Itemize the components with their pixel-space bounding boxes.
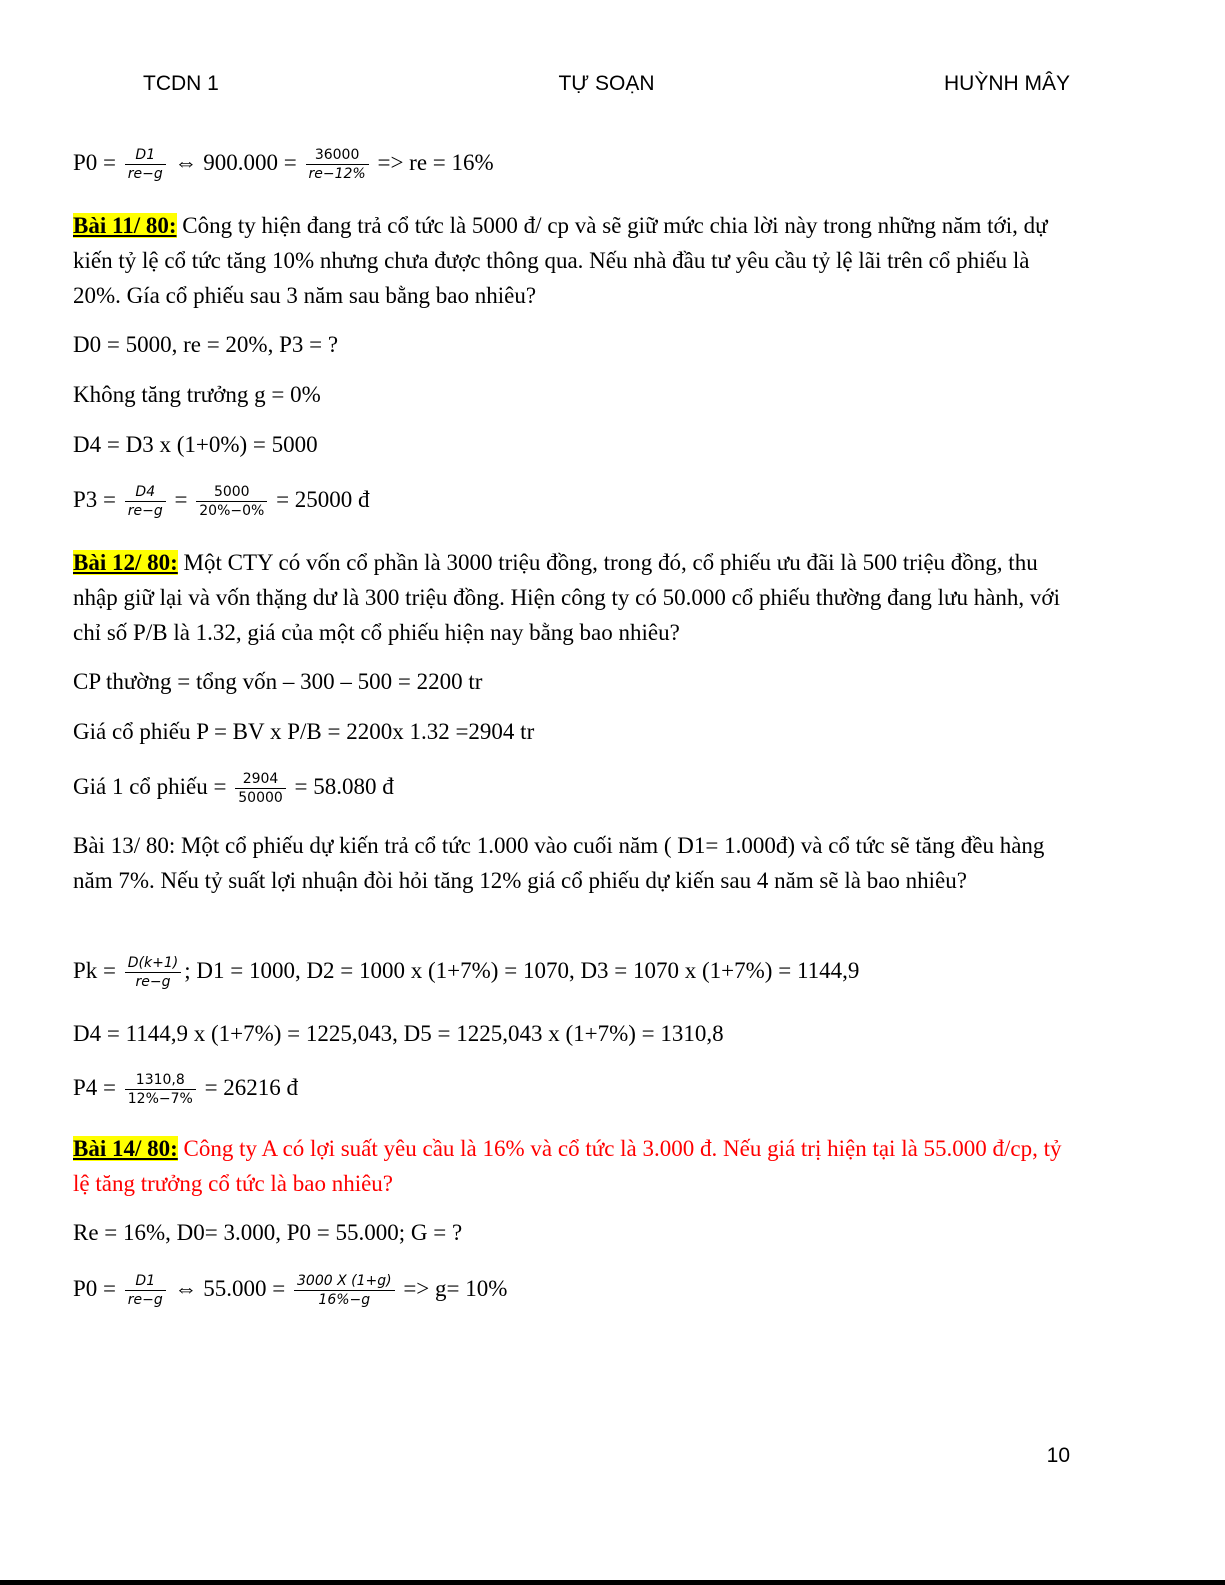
bai13-equation1: Pk = $\frac{D(k+1)}{re-g}$ ; D1 = 1000, D2 = 1000 x (1+7%) = 1070, D3 = 1070 x (1+7%) = 1144,9 [73, 955, 860, 991]
fraction: $\frac{D1}{re-g}$ [125, 1272, 166, 1309]
fraction: $\frac{5000}{20\%-0\%}$ [196, 483, 267, 520]
bai12-question: Bài 12/ 80: Một CTY có vốn cổ phần là 3000 triệu đồng, trong đó, cổ phiếu ưu đãi là 500 triệu đồng, thu nhập giữ lại và vốn thặng dư là 300 triệu đồng. Hiện công ty có 50.000 cổ phiếu thường đang lưu hành, với chỉ số P/B là 1.32, giá của một cổ phiếu hiện nay bằng bao nhiêu? [73, 550, 1060, 645]
bottom-border [0, 1580, 1225, 1585]
bai11-label: Bài 11/ 80: [73, 213, 177, 238]
bai14-label: Bài 14/ 80: [73, 1136, 178, 1161]
header-center: TỰ SOẠN [558, 72, 655, 95]
bai11-line2: Không tăng trưởng g = 0% [73, 382, 321, 407]
bai14-equation: P0 = $\frac{D1}{re-g}$ ⇔ 55.000 = $\frac{3000 X (1+g)}{16\%-g}$ => g= 10% [73, 1273, 508, 1309]
bai11-line1: D0 = 5000, re = 20%, P3 = ? [73, 332, 339, 357]
bai12-line2: Giá cổ phiếu P = BV x P/B = 2200x 1.32 =2904 tr [73, 719, 535, 744]
bai12-label: Bài 12/ 80: [73, 550, 178, 575]
fraction: $\frac{D1}{re-g}$ [125, 146, 166, 183]
fraction: $\frac{D(k+1)}{re-g}$ [125, 954, 181, 991]
bai14-question: Bài 14/ 80: Công ty A có lợi suất yêu cầu là 16% và cổ tức là 3.000 đ. Nếu giá trị hiện tại là 55.000 đ/cp, tỷ lệ tăng trưởng cổ tức là bao nhiêu? [73, 1136, 1062, 1196]
header-right: HUỲNH MÂY [943, 72, 1070, 95]
fraction: $\frac{3000 X (1+g)}{16\%-g}$ [294, 1272, 395, 1309]
fraction: $\frac{2904}{50000}$ [235, 770, 286, 807]
bai11-line3: D4 = D3 x (1+0%) = 5000 [73, 432, 318, 457]
page-number: 10 [1046, 1444, 1070, 1467]
bai14-line1: Re = 16%, D0= 3.000, P0 = 55.000; G = ? [73, 1220, 463, 1245]
bai13-line2: D4 = 1144,9 x (1+7%) = 1225,043, D5 = 1225,043 x (1+7%) = 1310,8 [73, 1021, 724, 1046]
fraction: $\frac{36000}{re-12\%}$ [306, 146, 369, 183]
fraction: $\frac{1310,8}{12\%-7\%}$ [125, 1071, 196, 1108]
fraction: $\frac{D4}{re-g}$ [125, 483, 166, 520]
header-left: TCDN 1 [143, 72, 219, 95]
bai11-equation: P3 = $\frac{D4}{re-g}$ = $\frac{5000}{20\%-0\%}$ = 25000 đ [73, 484, 370, 520]
top-equation: P0 = $\frac{D1}{re-g}$ ⇔ 900.000 = $\frac{36000}{re-12\%}$ => re = 16% [73, 147, 494, 183]
bai13-equation2: P4 = $\frac{1310,8}{12\%-7\%}$ = 26216 đ [73, 1072, 299, 1108]
bai11-question: Bài 11/ 80: Công ty hiện đang trả cổ tức là 5000 đ/ cp và sẽ giữ mức chia lời này trong những năm tới, dự kiến tỷ lệ cổ tức tăng 10% nhưng chưa được thông qua. Nếu nhà đầu tư yêu cầu tỷ lệ lãi trên cổ phiếu là 20%. Gía cổ phiếu sau 3 năm sau bằng bao nhiêu? [73, 213, 1048, 308]
bai13-question: Bài 13/ 80: Một cổ phiếu dự kiến trả cổ tức 1.000 vào cuối năm ( D1= 1.000đ) và cổ tức sẽ tăng đều hàng năm 7%. Nếu tỷ suất lợi nhuận đòi hỏi tăng 12% giá cổ phiếu dự kiến sau 4 năm sẽ là bao nhiêu? [73, 833, 1045, 893]
bai12-line1: CP thường = tổng vốn – 300 – 500 = 2200 tr [73, 669, 483, 694]
bai12-equation: Giá 1 cổ phiếu = $\frac{2904}{50000}$ = 58.080 đ [73, 771, 394, 807]
